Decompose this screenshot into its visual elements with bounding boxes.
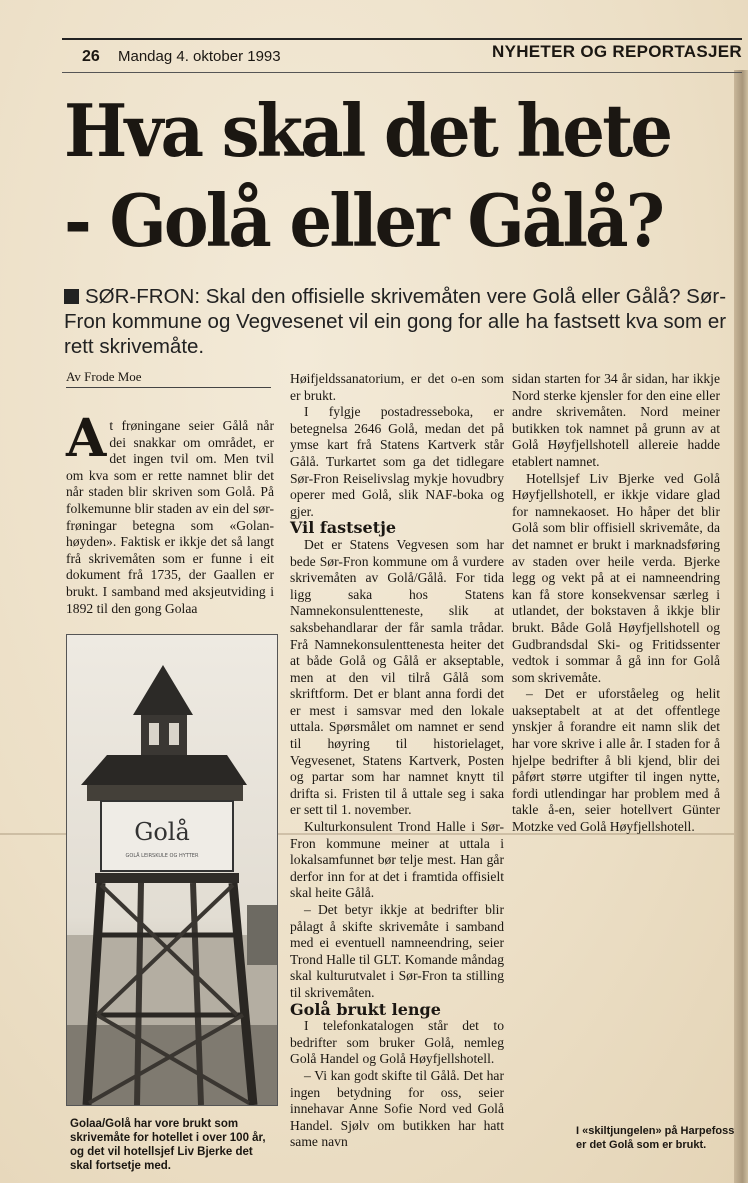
section-title: NYHETER OG REPORTASJER — [492, 42, 742, 61]
article-paragraph: Høifjeldssanatorium, er det o-en som er brukt. — [290, 371, 504, 403]
article-paragraph: Kulturkonsulent Trond Halle i Sør-Fron kommune meiner at uttala i lokalsamfunnet bør telje mest. Han går derfor inn for at det i framtida offisielt skal heite Gålå. — [290, 819, 504, 901]
sign-text: Golå — [134, 818, 190, 846]
lead-text: SØR-FRON: Skal den offisielle skrivemåten vere Golå eller Gålå? Sør-Fron kommune og Vegvesenet vil ein gong for alle ha fastsett kva som er rett skrivemåte. — [64, 285, 727, 358]
subheading-gola-brukt-lenge: Golå brukt lenge — [290, 999, 441, 1019]
article-paragraph: – Det er uforståeleg og helit uakseptabelt at at det offentlege ynskjer å forandre eit namn slik det har vore skrive i alle år. I staden for å hjelpe bedrifter å bli kjend, blir dei påført større utgifter til ingen nytte, fordi utlendingar har problem med å takle å-en, seier hotellvert Günter Motzke ved Golå Høyfjellshotell. — [512, 686, 720, 835]
article-paragraph: I telefonkatalogen står det to bedrifter som bruker Golå, nemleg Golå Handel og Golå Høyfjellshotell. — [290, 1018, 504, 1067]
side-caption: I «skiltjungelen» på Harpefoss er det Golå som er brukt. — [576, 1125, 735, 1151]
adjacent-page-edge — [734, 70, 748, 1183]
column-3 — [512, 371, 720, 836]
headline — [64, 86, 678, 266]
sign-tower-illustration — [67, 635, 277, 1105]
page-number: 26 — [82, 48, 100, 65]
byline: Av Frode Moe — [66, 369, 271, 388]
headline-line-1: Hva skal det hete — [64, 88, 671, 173]
subheading-vil-fastsetje: Vil fastsetje — [290, 518, 397, 538]
article-paragraph: Det er Statens Vegvesen som har bede Sør-Fron kommune om å vurdere skrivemåten av Golå/Gålå. For tida ligg saka hos Statens Namnekonsulentteneste, slik at saksbehandlarar der får samla trådar. Frå Namnekonsulenttenesta heiter det at både Golå og Gålå er akseptable, men at den vil tilrå Gålå som skriftform. Det er blant anna fordi det er mest i samsvar med den lokale uttala. Spørsmålet om namnet er send til høyring til historielaget, Vegvesenet, Statens Kartverk, Posten og partar som har namnet knytt til drifta si. Fristen til å uttale seg i saka er sett til 1. november. — [290, 536, 504, 818]
article-paragraph: – Det betyr ikkje at bedrifter blir pålagt å skifte skrivemåte i samband med ei eventuell namneendring, seier Trond Halle til GLT. Komande måndag skal kulturutvalet i Sør-Fron ta stilling til skrivemåten. — [290, 902, 504, 1000]
headline-line-2: - Golå eller Gålå? — [64, 178, 663, 263]
photo-sign-tower — [66, 634, 278, 1106]
sign-subtext: GOLÅ LEIRSKULE OG HYTTER — [125, 853, 199, 859]
article-paragraph: I fylgje postadresseboka, er betegnelsa 2646 Golå, medan det på ymse kart frå Statens Kartverk står Gålå. Turkartet som ga det tidlegare Sør-Fron Reiselivslag mykje hovudbry operer med Golå, slik NAF-boka og gjer. — [290, 404, 504, 519]
article-paragraph: At frøningane seier Gålå når dei snakkar om området, er det ingen tvil om. Men tvil om kva som er rette namnet blir det når staden blir skriven som Golå. På folkemunne blir staden av ein del sør-frøningar betegna som «Golan-høyden». Faktisk er ikkje det så langt frå skrivemåten som er funne i eit dokument frå 1735, der Gaallen er brukt. I samband med aksjeutviding i 1892 til den gong Golaa — [66, 408, 274, 616]
column-1 — [66, 408, 274, 617]
issue-date: Mandag 4. oktober 1993 — [118, 48, 281, 65]
page-header — [62, 38, 742, 73]
column-2 — [290, 371, 504, 1151]
article-paragraph: sidan starten for 34 år sidan, har ikkje Nord sterke kjensler for den eine eller andre skrivemåten. Nord meiner butikken tok namnet på grunn av at Golå Høyfjellshotell allereie hadde etablert namnet. — [512, 371, 720, 469]
bullet-square-icon — [64, 289, 79, 304]
dropcap: A — [66, 408, 107, 469]
article-paragraph: Hotellsjef Liv Bjerke ved Golå Høyfjellshotell, er ikkje vidare glad for namnekaoset. Ho håper det blir Golå som blir offisiell skrivemåte, da det namnet er brukt i marknadsføring av staden over heile verda. Bjerke legg og vekt på at ei namneendring kan få store konsekvensar særleg i utlandet, der bokstaven å ikkje blir brukt. Både Golå Høyfjellshotell og Gudbrandsdal Ski- og Fritidssenter vedtok i sommar å gå inn for Golå som skrivemåte. — [512, 470, 720, 685]
article-paragraph: – Vi kan godt skifte til Gålå. Det har ingen betydning for oss, seier innehavar Anne Sofie Nord ved Golå Handel. Sjølv om butikken har hatt same navn — [290, 1067, 504, 1150]
photo-caption: Golaa/Golå har vore brukt som skrivemåte for hotellet i over 100 år, og det vil hotellsjef Liv Bjerke det skal fortsetje med. — [70, 1118, 266, 1172]
lead-paragraph — [64, 284, 734, 359]
